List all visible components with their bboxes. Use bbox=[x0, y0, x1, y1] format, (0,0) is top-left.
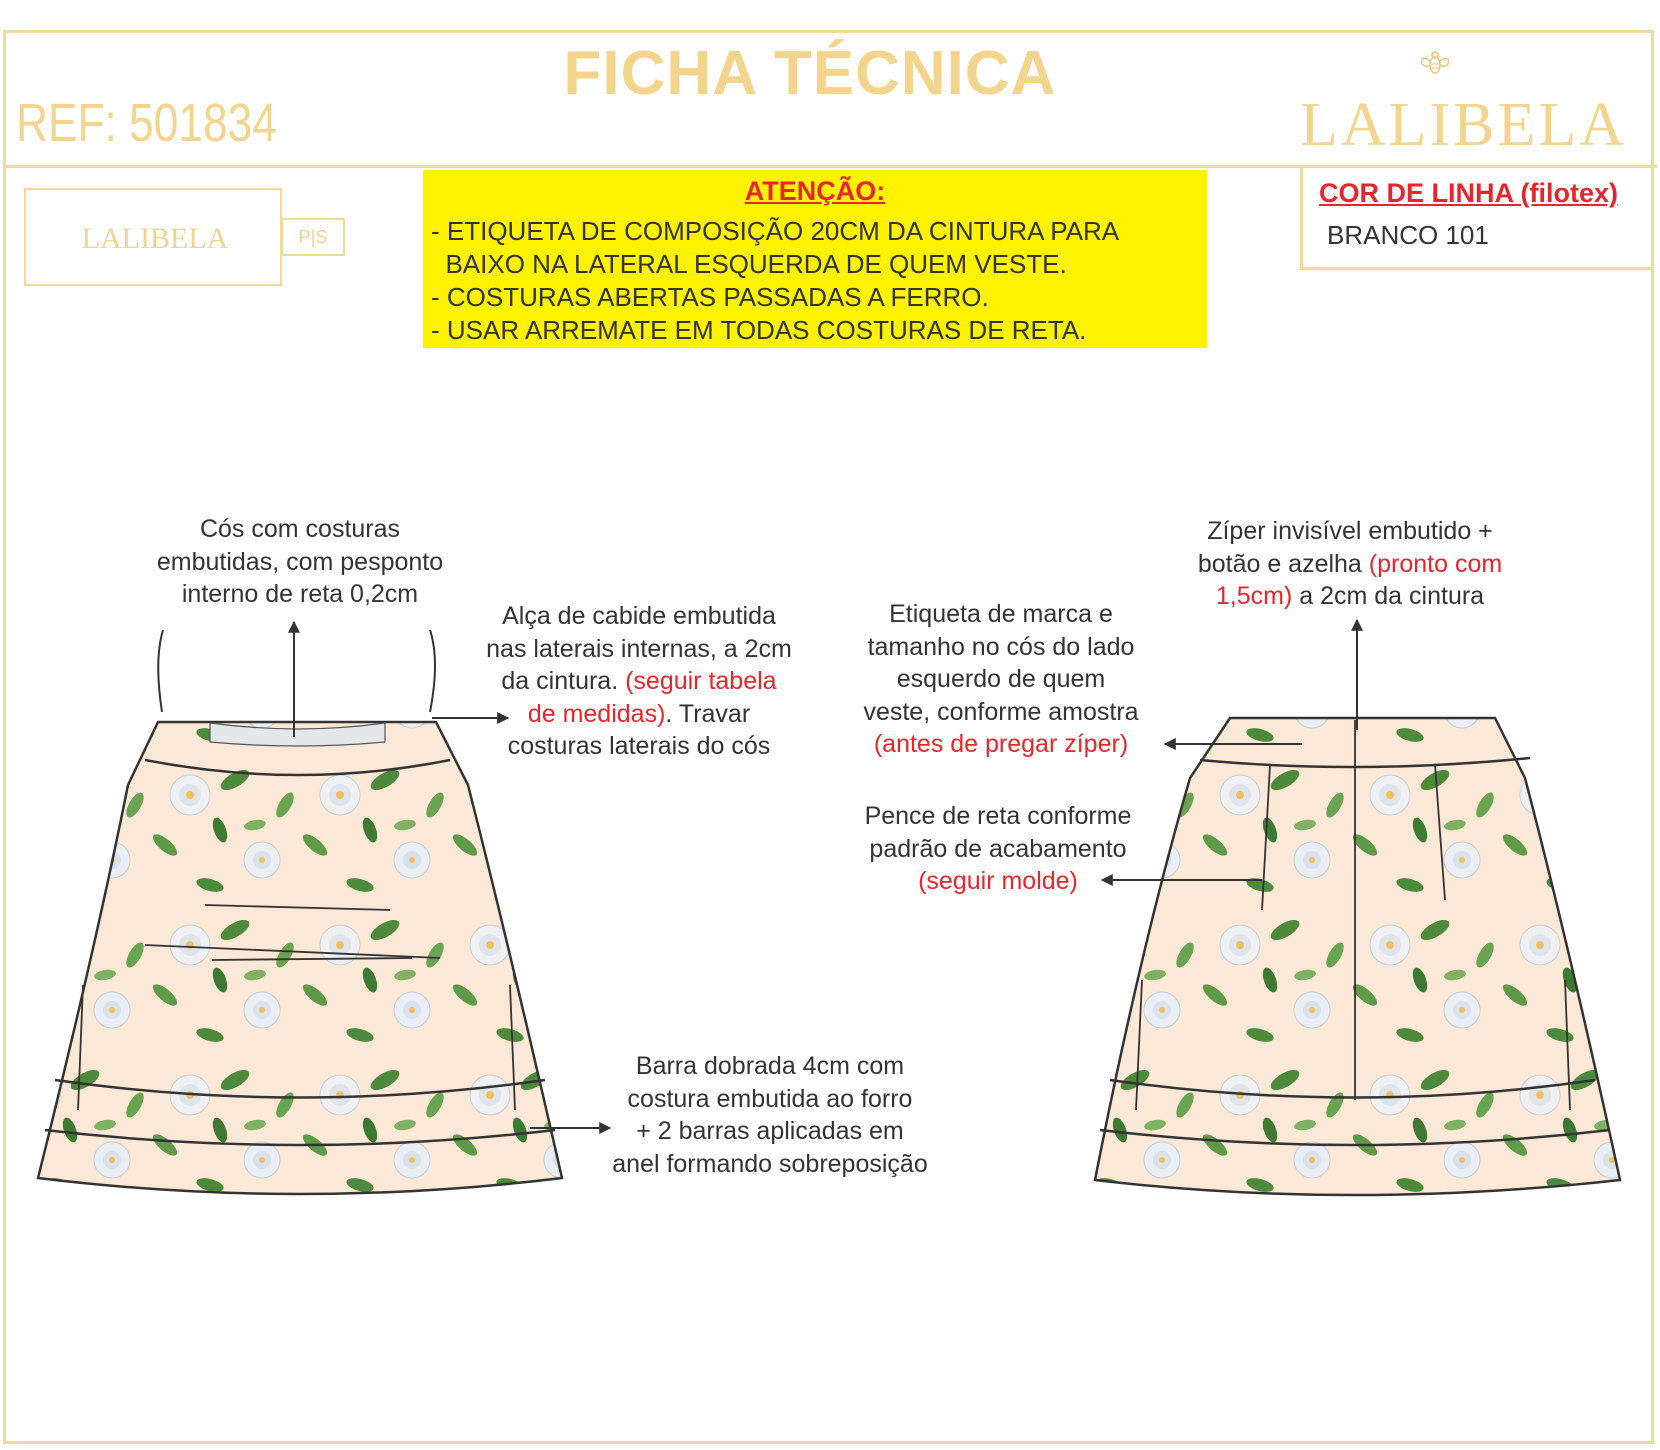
note-line: Etiqueta de marca e bbox=[889, 600, 1113, 628]
size-tag: P|S bbox=[281, 218, 345, 256]
note-text-red: de medidas) bbox=[527, 699, 666, 728]
note-line: + 2 barras aplicadas em bbox=[636, 1117, 904, 1145]
hem-note bbox=[580, 1050, 960, 1180]
note-line: Alça de cabide embutida bbox=[502, 602, 776, 630]
page-title: FICHA TÉCNICA bbox=[563, 39, 1057, 108]
note-line: costura embutida ao forro bbox=[627, 1084, 913, 1113]
zipper-note bbox=[1160, 515, 1540, 613]
note-text-red: 1,5cm) bbox=[1215, 582, 1293, 610]
note-text: . Travar bbox=[665, 699, 751, 728]
note-line: esquerdo de quem bbox=[896, 665, 1106, 693]
note-line bbox=[1160, 580, 1540, 613]
note-line bbox=[1160, 548, 1540, 581]
back-skirt-drawing bbox=[1095, 718, 1620, 1195]
note-text: botão e azelha bbox=[1197, 549, 1369, 578]
note-line-red: (seguir molde) bbox=[918, 867, 1078, 895]
attention-line: - COSTURAS ABERTAS PASSADAS A FERRO. bbox=[431, 282, 989, 312]
front-skirt-body bbox=[38, 722, 562, 1194]
attention-line: BAIXO NA LATERAL ESQUERDA DE QUEM VESTE. bbox=[431, 249, 1067, 279]
note-line: Cós com costuras bbox=[199, 515, 401, 543]
note-line: interno de reta 0,2cm bbox=[181, 580, 419, 608]
attention-line: - USAR ARREMATE EM TODAS COSTURAS DE RETA. bbox=[431, 315, 1087, 345]
note-text-red: (pronto com bbox=[1368, 549, 1503, 578]
note-line: veste, conforme amostra bbox=[863, 697, 1139, 726]
label-brand-text: LALIBELA bbox=[81, 222, 229, 255]
note-line: Barra dobrada 4cm com bbox=[635, 1052, 905, 1080]
note-line: anel formando sobreposição bbox=[612, 1149, 928, 1178]
reference-code: REF: 501834 bbox=[16, 93, 277, 153]
note-text: da cintura. bbox=[501, 667, 626, 695]
dart-note bbox=[835, 800, 1161, 898]
note-line: Pence de reta conforme bbox=[864, 802, 1132, 830]
thread-color-value: BRANCO 101 bbox=[1327, 220, 1489, 250]
thread-color-title: COR DE LINHA (filotex) bbox=[1319, 178, 1618, 208]
note-line bbox=[455, 698, 823, 731]
note-text: a 2cm da cintura bbox=[1292, 582, 1485, 610]
attention-title: ATENÇÃO: bbox=[744, 176, 886, 206]
waistband-note bbox=[130, 513, 470, 611]
note-line: tamanho no cós do lado bbox=[867, 632, 1135, 661]
attention-line: - ETIQUETA DE COMPOSIÇÃO 20CM DA CINTURA PARA bbox=[431, 216, 1120, 246]
hanger-loop-right bbox=[430, 630, 435, 712]
note-line: padrão de acabamento bbox=[869, 834, 1127, 863]
note-line: nas laterais internas, a 2cm bbox=[486, 634, 792, 663]
note-line: Zíper invisível embutido + bbox=[1207, 517, 1493, 545]
back-skirt-body bbox=[1095, 718, 1620, 1195]
note-line: embutidas, com pesponto bbox=[156, 547, 444, 576]
hanger-loop-left bbox=[158, 630, 163, 712]
brand-label-note bbox=[835, 598, 1167, 761]
hanger-note bbox=[455, 600, 823, 763]
note-line-red: (antes de pregar zíper) bbox=[873, 730, 1129, 758]
note-text-red: (seguir tabela bbox=[625, 667, 777, 695]
note-line: costuras laterais do cós bbox=[507, 732, 771, 760]
note-line bbox=[455, 665, 823, 698]
brand-logo: LALIBELA bbox=[1300, 91, 1628, 159]
